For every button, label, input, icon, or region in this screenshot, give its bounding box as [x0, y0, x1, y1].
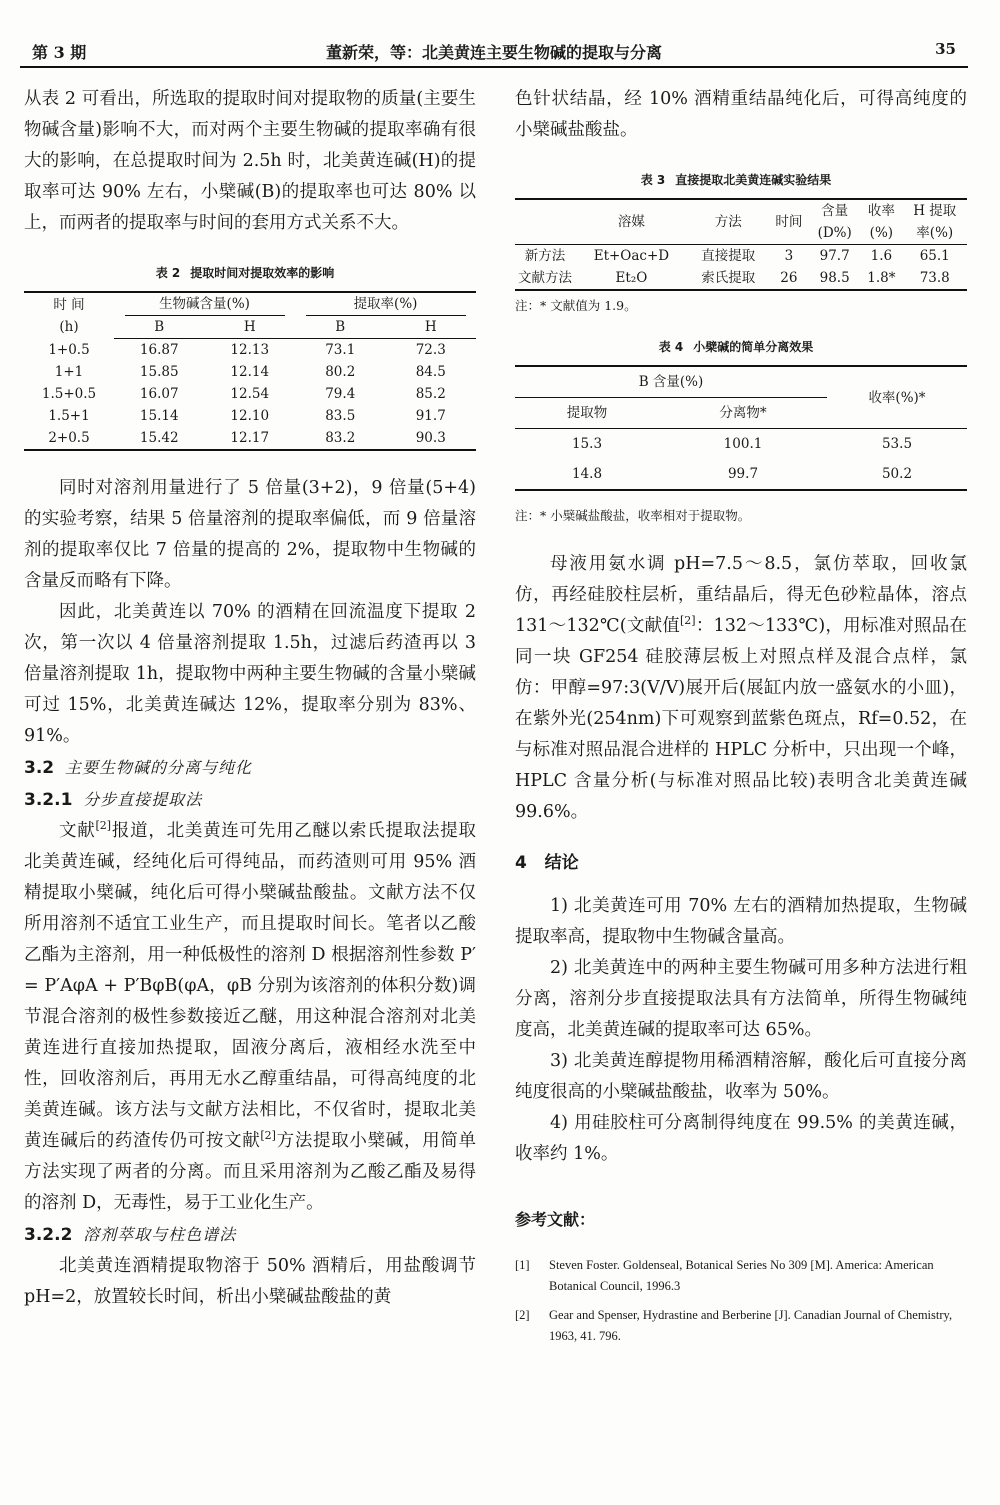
table-row: 1.5+1 15.14 12.10 83.5 91.7: [48, 408, 446, 424]
table-note: 注：* 文献值为 1.9。: [515, 298, 637, 313]
col-header-method: 方法: [714, 214, 742, 230]
table-row: 15.3 100.1 53.5: [571, 436, 913, 452]
table-number: 表 3: [640, 173, 666, 187]
col-header-solvent: 溶媒: [617, 214, 645, 230]
table-row: 1+0.5 16.87 12.13 73.1 72.3: [48, 341, 446, 358]
paragraph: 因此，北美黄连以 70% 的酒精在回流温度下提取 2 次，第一次以 4 倍量溶剂提取 1.5h，过滤后药渣再以 3 倍量溶剂提取 1h，提取物中两种主要生物碱的含量小檗碱可过 15%，北美黄连碱达 12%，提取率分别为 83%、91%。: [24, 602, 476, 746]
col-header-content: 生物碱含量(%): [114, 292, 295, 316]
right-column: [515, 84, 967, 1355]
conclusion-item: 4) 用硅胶柱可分离制得纯度在 99.5% 的美黄连碱，收率约 1%。: [515, 1113, 967, 1164]
running-title: 董新荣，等：北美黄连主要生物碱的提取与分离: [325, 43, 662, 62]
table-row: 1.5+0.5 16.07 12.54 79.4 85.2: [41, 386, 446, 402]
table-caption: [515, 170, 967, 190]
paragraph: 同时对溶剂用量进行了 5 倍量(3+2)，9 倍量(5+4)的实验考察，结果 5 倍量溶剂的提取率偏低，而 9 倍量溶剂的提取率仅比 7 倍量的提高的 2%，提取物中生物碱的含量反而略有下降。: [24, 478, 476, 591]
table-caption: [515, 337, 967, 357]
paragraph: 色针状结晶，经 10% 酒精重结晶纯化后，可得高纯度的小檗碱盐酸盐。: [515, 89, 967, 140]
running-header: [20, 36, 968, 68]
table-2: [24, 291, 476, 451]
col-header-yield: 收率 (%): [867, 203, 895, 241]
table-row: 2+0.5 15.42 12.17 83.2 90.3: [24, 427, 476, 450]
table-row: 文献方法 Et₂O 索氏提取 26 98.5 1.8* 73.8: [515, 267, 967, 290]
table-caption: [24, 263, 476, 283]
paragraph: 北美黄连酒精提取物溶于 50% 酒精后，用盐酸调节 pH=2，放置较长时间，析出小檗碱盐酸盐的黄: [24, 1256, 476, 1307]
citation: [2]: [95, 819, 112, 833]
table-row: 新方法 Et+Oac+D 直接提取 3 97.7 1.6 65.1: [524, 248, 950, 264]
table-4: [515, 365, 967, 491]
col-header-time: 时间: [775, 214, 803, 230]
col-header-h: H: [386, 316, 477, 339]
page-number: 35: [935, 40, 956, 58]
col-header-extract: 提取物: [515, 398, 659, 429]
table-title: 小檗碱的简单分离效果: [693, 340, 814, 354]
table-row: 1+1 15.85 12.14 80.2 84.5: [54, 364, 446, 380]
conclusion-item: 1) 北美黄连可用 70% 左右的酒精加热提取，生物碱提取率高，提取物中生物碱含量高。: [515, 896, 967, 947]
citation: [2]: [260, 1129, 276, 1143]
col-header-b: B: [295, 316, 386, 339]
table-title: 提取时间对提取效率的影响: [190, 266, 335, 280]
section-heading: 3.2 主要生物碱的分离与纯化: [24, 758, 252, 778]
subsection-heading: 3.2.2 溶剂萃取与柱色谱法: [24, 1225, 237, 1245]
col-header-yield: 提取率(%): [295, 292, 476, 316]
col-header-h-yield: H 提取 率(%): [913, 203, 957, 241]
left-column: [24, 84, 476, 1313]
citation: [2]: [680, 614, 696, 628]
issue-number: 第 3 期: [32, 43, 87, 62]
col-header-yield: 收率(%)*: [827, 366, 967, 429]
col-header-b: B: [114, 316, 205, 339]
col-header-h: H: [205, 316, 296, 339]
section-heading: 4 结论: [515, 853, 579, 873]
paragraph: 从表 2 可看出，所选取的提取时间对提取物的质量(主要生物碱含量)影响不大，而对两个主要生物碱的提取率确有很大的影响，在总提取时间为 2.5h 时，北美黄连碱(H)的提取率可达 90% 左右，小檗碱(B)的提取率也可达 80% 以上，而两者的提取率与时间的套用方式关系不大。: [24, 89, 476, 233]
col-header-b-content: B 含量(%): [515, 366, 827, 398]
references-heading: 参考文献：: [515, 1210, 596, 1229]
subsection-heading: 3.2.1 分步直接提取法: [24, 790, 203, 810]
col-header-time: 时 间 (h): [53, 296, 85, 335]
paragraph: 母液用氨水调 pH=7.5～8.5，氯仿萃取，回收氯仿，再经硅胶柱层析，重结晶后，得无色砂粒晶体，溶点 131～132℃(文献值[2]：132～133℃)，用标准对照品在同一块 GF254 硅胶薄层板上对照点样及混合点样，氯仿：甲醇=97:3(V/V)展开后(展缸内放一盛氨水的小皿)，在紫外光(254nm)下可观察到蓝紫色斑点，Rf=0.52，在与标准对照品混合进样的 HPLC 分析中，只出现一个峰，HPLC 含量分析(与标准对照品比较)表明含北美黄连碱 99.6%。: [515, 554, 967, 822]
reference-item: [2] Gear and Spenser, Hydrastine and Berberine [J]. Canadian Journal of Chemistry, 1963, 41. 796.: [515, 1308, 953, 1343]
table-note: 注：* 小檗碱盐酸盐，收率相对于提取物。: [515, 508, 751, 523]
table-number: 表 2: [155, 266, 181, 280]
paragraph: 文献[2]报道，北美黄连可先用乙醚以索氏提取法提取北美黄连碱，经纯化后可得纯品，而药渣则可用 95% 酒精提取小檗碱，纯化后可得小檗碱盐酸盐。文献方法不仅所用溶剂不适宜工业生产，而且提取时间长。笔者以乙酸乙酯为主溶剂，用一种低极性的溶剂 D 根据溶剂性参数 P′ = P′AφA + P′BφB(φA，φB 分别为该溶剂的体积分数)调节混合溶剂的极性参数接近乙醚，用这种混合溶剂对北美黄连进行直接加热提取，固液分离后，液相经水洗至中性，回收溶剂后，再用无水乙醇重结晶，可得高纯度的北美黄连碱。该方法与文献方法相比，不仅省时，提取北美黄连碱后的药渣传仍可按文献[2]方法提取小檗碱，用简单方法实现了两者的分离。而且采用溶剂为乙酸乙酯及易得的溶剂 D，无毒性，易于工业化生产。: [24, 819, 477, 1213]
col-header-content: 含量 (D%): [817, 203, 852, 241]
reference-item: [1] Steven Foster. Goldenseal, Botanical Series No 309 [M]. America: American Botanical Council, 1996.3: [515, 1258, 934, 1293]
table-number: 表 4: [658, 340, 684, 354]
table-title: 直接提取北美黄连碱实验结果: [675, 173, 832, 187]
conclusion-item: 3) 北美黄连醇提物用稀酒精溶解，酸化后可直接分离纯度很高的小檗碱盐酸盐，收率为 50%。: [515, 1051, 967, 1102]
conclusion-item: 2) 北美黄连中的两种主要生物碱可用多种方法进行粗分离，溶剂分步直接提取法具有方法简单，所得生物碱纯度高，北美黄连碱的提取率可达 65%。: [515, 958, 967, 1040]
table-row: 14.8 99.7 50.2: [515, 459, 967, 490]
table-3: [515, 198, 967, 291]
col-header-isolate: 分离物*: [659, 398, 827, 429]
